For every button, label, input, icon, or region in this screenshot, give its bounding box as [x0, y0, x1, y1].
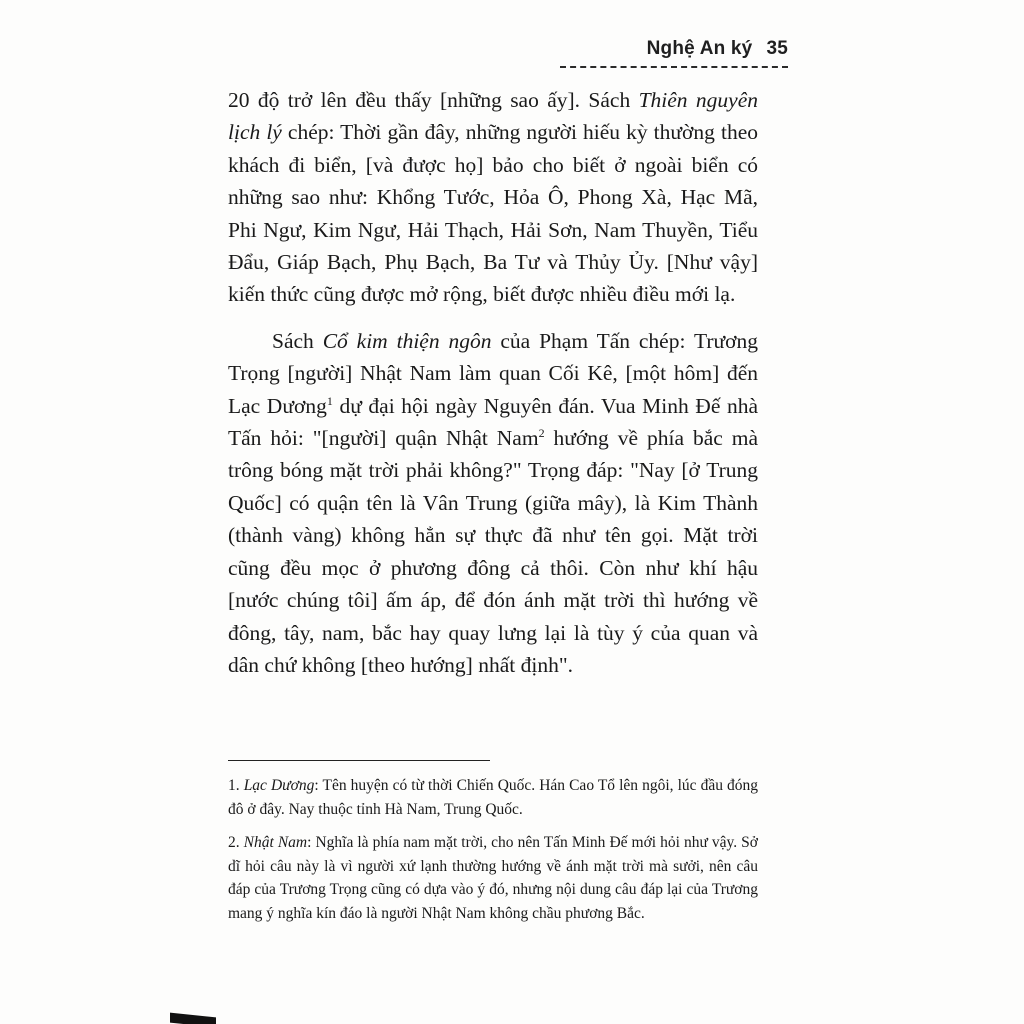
- paragraph-2: [228, 325, 758, 681]
- footnote-ref-1[interactable]: 1: [326, 393, 333, 408]
- footnote-2-term: Nhật Nam: [243, 834, 308, 851]
- footnote-ref-2[interactable]: 2: [538, 426, 545, 441]
- footnote-1-term: Lạc Dương: [243, 777, 315, 794]
- paragraph-1: [228, 84, 758, 311]
- body-text: [228, 84, 758, 681]
- page-number: 35: [766, 38, 788, 59]
- footnote-2-text: : Nghĩa là phía nam mặt trời, cho nên Tấn Minh Đế mới hỏi như vậy. Sở dĩ hỏi câu này là vì người xứ lạnh thường hướng về ánh mặt trời mà sưởi, nên câu đáp của Trương Trọng cũng có dựa vào ý đó, nhưng nội dung câu đáp lại của Trương mang ý nghĩa kín đáo là người Nhật Nam không chầu phương Bắc.: [228, 834, 758, 922]
- footnote-1-number: 1.: [228, 777, 240, 794]
- footnotes: [228, 774, 758, 935]
- book-title-thien-nguyen-lich-ly: Thiên nguyên lịch lý: [228, 88, 759, 145]
- page-header: [560, 34, 788, 68]
- footnote-divider: [228, 760, 490, 761]
- paragraph-2-part-a: Sách: [272, 328, 323, 353]
- scan-edge-mark: [170, 1013, 216, 1024]
- footnote-2-number: 2.: [228, 834, 240, 851]
- paragraph-2-part-d: hướng về phía bắc mà trông bóng mặt trời phải không?" Trọng đáp: "Nay [ở Trung Quốc] có quận tên là Vân Trung (giữa mây), là Kim Thành (thành vàng) không hẳn sự thực đã như tên gọi. Mặt trời cũng đều mọc ở phương đông cả thôi. Còn như khí hậu [nước chúng tôi] ấm áp, để đón ánh mặt trời thì hướng về đông, tây, nam, bắc hay quay lưng lại là tùy ý của quan và dân chứ không [theo hướng] nhất định".: [228, 426, 758, 677]
- paragraph-2-part-c: dự đại hội ngày Nguyên đán. Vua Minh Đế nhà Tấn hỏi: "[người] quận Nhật Nam: [228, 393, 758, 451]
- paragraph-1-part-b: chép: Thời gần đây, những người hiếu kỳ thường theo khách đi biển, [và được họ] bảo cho biết ở ngoài biển có những sao như: Khổng Tước, Hỏa Ô, Phong Xà, Hạc Mã, Phi Ngư, Kim Ngư, Hải Thạch, Hải Sơn, Nam Thuyền, Tiểu Đẩu, Giáp Bạch, Phụ Bạch, Ba Tư và Thủy Ủy. [Như vậy] kiến thức cũng được mở rộng, biết được nhiều điều mới lạ.: [228, 120, 758, 307]
- footnote-1-text: : Tên huyện có từ thời Chiến Quốc. Hán Cao Tổ lên ngôi, lúc đầu đóng đô ở đây. Nay thuộc tỉnh Hà Nam, Trung Quốc.: [228, 777, 759, 818]
- book-title-co-kim-thien-ngon: Cổ kim thiện ngôn: [322, 328, 492, 353]
- footnote-1: [228, 774, 758, 821]
- paragraph-2-part-b: của Phạm Tấn chép: Trương Trọng [người] Nhật Nam làm quan Cối Kê, [một hôm] đến Lạc Dương: [228, 328, 759, 418]
- running-title: Nghệ An ký: [646, 38, 753, 59]
- footnote-2: [228, 831, 758, 925]
- paragraph-1-part-a: 20 độ trở lên đều thấy [những sao ấy]. Sách: [228, 88, 639, 112]
